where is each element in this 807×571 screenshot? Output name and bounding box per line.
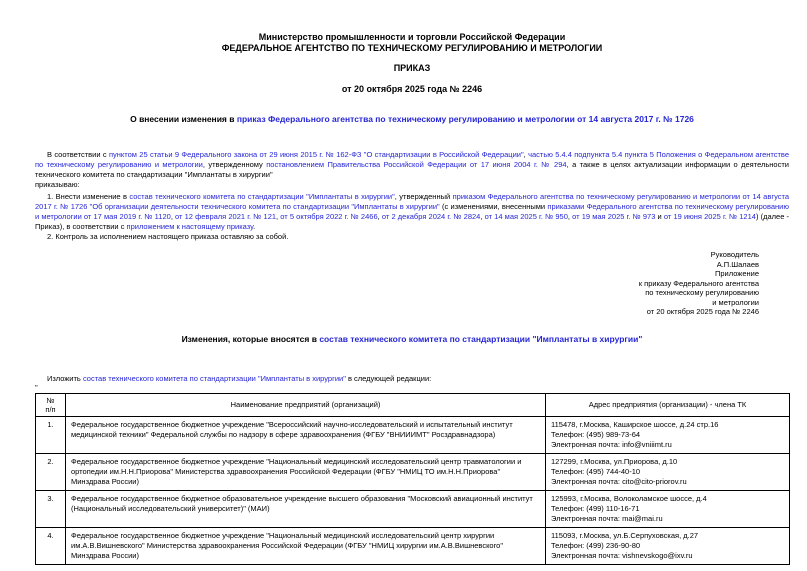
text-segment: В соответствии с [47,150,109,159]
cell-name: Федеральное государственное бюджетное учреждение "Национальный медицинский исследовательский центр хирургии им.А.В.Вишневского" Министерства здравоохранения Российской Федерации (ФГБУ "НМИЦ хирургии им.А.В.Вишневского" Минздрава России) [66,527,546,564]
annex-label: Приложение [715,269,759,278]
text-segment: , [276,212,281,221]
reference-link[interactable]: от 2 декабря 2024 г. № 2824 [381,212,481,221]
text-segment: и [655,212,664,221]
annex-ref-line-2: по техническому регулированию [645,288,759,297]
opening-quote-mark: " [35,382,38,392]
cell-num: 1. [36,416,66,453]
text-line: 115478, г.Москва, Каширское шоссе, д.24 стр.16 [551,419,719,429]
text-segment: (с изменениями, внесенными [439,202,548,211]
reference-link[interactable]: от 19 июня 2025 г. № 1214 [663,212,756,221]
cell-num: 4. [36,527,66,564]
reference-link[interactable]: от 14 мая 2025 г. № 950 [484,212,568,221]
annex-ref-line-3: и метрологии [712,297,759,307]
text-line: Телефон: (499) 110-16-71 [551,503,640,513]
signature-block [35,250,789,317]
text-segment: ) (далее - Приказ), в соответствии с [35,212,790,231]
text-segment: О внесении изменения в [130,114,237,124]
reference-link[interactable]: приложением к настоящему приказу [126,222,254,231]
text-line: п/п [45,404,56,414]
text-line: Телефон: (495) 989-73-64 [551,429,641,439]
cell-name: Федеральное государственное бюджетное учреждение "Всероссийский научно-исследовательский и испытательный институт медицинской техники" Федеральной службы по надзору в сфере здравоохранения (ФГБУ "ВНИИИМТ" Росздравнадзора) [66,416,546,453]
ministry-line: Министерство промышленности и торговли Российской Федерации [258,32,566,42]
doc-type-label: ПРИКАЗ [393,63,431,73]
table-header-row [36,393,790,416]
cell-name: Федеральное государственное бюджетное учреждение "Национальный медицинский исследовательский центр травматологии и ортопедии им.Н.Н.Приорова" Министерства здравоохранения Российской Федерации (ФГБУ "НМИЦ ТО им.Н.Н.Приорова" Минздрава России) [66,453,546,490]
reference-link[interactable]: приказом Федерального агентства по техническому регулированию и метрологии от 14 августа 2017 г. № 1726 "Об организации деятельности технического комитета по стандартизации "Имплантаты в хирургии" [35,192,790,211]
text-line: Телефон: (499) 236-90-80 [551,540,641,550]
text-segment: , а также в целях актуализации информации о деятельности технического комитета по стандартизации "Имплантаты в хирургии" [35,160,789,179]
text-line: Электронная почта: cito@cito-priorov.ru [551,476,687,486]
text-line: 127299, г.Москва, ул.Приорова, д.10 [551,456,678,466]
reference-link[interactable]: приказами Федерального агентства по техническому регулированию и метрологии от 17 мая 2019 г. № 1120 [35,202,789,221]
cell-address [546,453,790,490]
text-line: Электронная почта: info@vniiimt.ru [551,439,672,449]
reference-link[interactable]: состав технического комитета по стандартизации "Имплантаты в хирургии" [319,333,643,344]
text-segment: в следующей редакции: [345,373,432,383]
edition-intro-line [35,374,789,384]
text-segment: Изменения, которые вносятся в [181,333,320,344]
text-line: Электронная почта: vishnevskogo@ixv.ru [551,550,693,560]
col-header-address: Адрес предприятия (организации) - члена ТК [546,393,790,416]
tk-members-table [35,393,790,565]
cell-num: 2. [36,453,66,490]
reference-link[interactable]: от 19 мая 2025 г. № 973 [572,212,656,221]
text-segment: , [377,212,382,221]
table-row [36,453,790,490]
agency-line: ФЕДЕРАЛЬНОЕ АГЕНТСТВО ПО ТЕХНИЧЕСКОМУ РЕГУЛИРОВАНИЮ И МЕТРОЛОГИИ [221,43,603,53]
table-row [36,527,790,564]
annex-date-line: от 20 октября 2025 года № 2246 [646,307,759,316]
reference-link[interactable]: от 5 октября 2022 г. № 2466 [280,212,378,221]
table-row [36,490,790,527]
reference-link[interactable]: от 12 февраля 2021 г. № 121 [175,212,277,221]
text-segment: 1. Внести изменение в [47,192,130,201]
doc-date-line: от 20 октября 2025 года № 2246 [341,84,483,94]
text-line: Электронная почта: mai@mai.ru [551,513,663,523]
document-header [35,32,789,54]
reference-link[interactable]: приказ Федерального агентства по техническому регулированию и метрологии от 14 августа 2017 г. № 1726 [236,114,694,124]
annex-ref-line-1: к приказу Федерального агентства [638,278,759,288]
signature-position: Руководитель [710,250,759,259]
enactment-word: приказываю: [35,180,80,189]
text-segment: , утвержденному [202,160,267,169]
text-line: 115093, г.Москва, ул.Б.Серпуховская, д.27 [551,530,699,540]
text-segment: , утвержденный [394,192,453,201]
paragraph-intro [35,150,789,180]
cell-address [546,490,790,527]
paragraph-item-1 [35,192,789,232]
reference-link[interactable]: пунктом 25 статьи 9 Федерального закона от 29 июня 2015 г. № 162-ФЗ "О стандартизации в Российской Федерации" [108,150,524,159]
text-line: № [46,395,55,405]
text-line: Телефон: (495) 744-40-10 [551,466,641,476]
reference-link[interactable]: состав технического комитета по стандартизации "Имплантаты в хирургии" [129,192,395,201]
reference-link[interactable]: постановлением Правительства Российской Федерации от 17 июня 2004 г. № 294 [266,160,567,169]
paragraph-item-2: 2. Контроль за исполнением настоящего приказа оставляю за собой. [47,232,289,241]
table-row [36,416,790,453]
cell-name: Федеральное государственное бюджетное образовательное учреждение высшего образования "Московский авиационный институт (Национальный исследовательский университет)" (МАИ) [66,490,546,527]
text-segment: , [567,212,573,221]
col-header-name: Наименование предприятий (организаций) [66,393,546,416]
doc-title [35,114,789,125]
text-segment: , [170,212,176,221]
signature-name: А.П.Шалаев [716,259,759,269]
annex-heading [35,334,789,344]
cell-num: 3. [36,490,66,527]
cell-address [546,416,790,453]
reference-link[interactable]: частью 5.4.4 подпункта 5.4 пункта 5 Положения о Федеральном агентстве по техническому регулированию и метрологии [35,150,790,169]
reference-link[interactable]: состав технического комитета по стандартизации "Имплантаты в хирургии" [82,373,346,383]
text-segment: , [480,212,485,221]
text-line: 125993, г.Москва, Волоколамское шоссе, д.4 [551,493,707,503]
cell-address [546,527,790,564]
text-segment: , [523,150,529,159]
text-segment: . [253,222,256,231]
col-header-num [36,393,66,416]
text-segment: Изложить [47,373,83,383]
